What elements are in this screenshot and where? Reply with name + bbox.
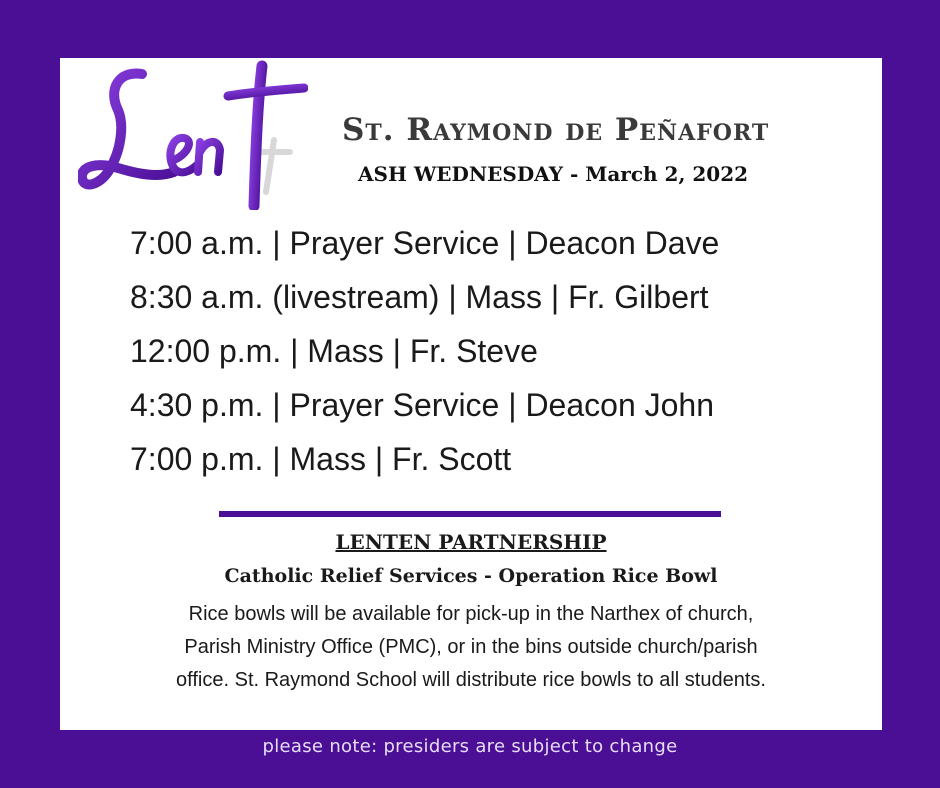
partnership-subtitle: Catholic Relief Services - Operation Rice Bowl	[224, 565, 718, 587]
parish-name: St. Raymond de Peñafort	[342, 112, 770, 148]
partnership-title: LENTEN PARTNERSHIP	[335, 530, 607, 554]
announcement-card	[60, 58, 882, 730]
partnership-body-line: Rice bowls will be available for pick-up in the Narthex of church,	[188, 603, 754, 625]
schedule-item: 8:30 a.m. (livestream) | Mass | Fr. Gilbert	[130, 279, 709, 315]
footer-note: please note: presiders are subject to change	[262, 736, 678, 757]
schedule-item: 7:00 p.m. | Mass | Fr. Scott	[130, 441, 512, 477]
schedule-item: 12:00 p.m. | Mass | Fr. Steve	[130, 333, 538, 369]
service-schedule	[130, 216, 870, 486]
schedule-item: 7:00 a.m. | Prayer Service | Deacon Dave	[130, 225, 720, 261]
partnership-body	[66, 598, 876, 697]
schedule-item: 4:30 p.m. | Prayer Service | Deacon John	[130, 387, 715, 423]
section-divider	[219, 511, 721, 517]
lent-logo	[78, 60, 308, 210]
partnership-body-line: Parish Ministry Office (PMC), or in the bins outside church/parish	[184, 636, 758, 658]
event-title: ASH WEDNESDAY - March 2, 2022	[358, 162, 749, 186]
partnership-body-line: office. St. Raymond School will distribute rice bowls to all students.	[176, 669, 766, 691]
lent-cross-icon	[78, 60, 308, 210]
